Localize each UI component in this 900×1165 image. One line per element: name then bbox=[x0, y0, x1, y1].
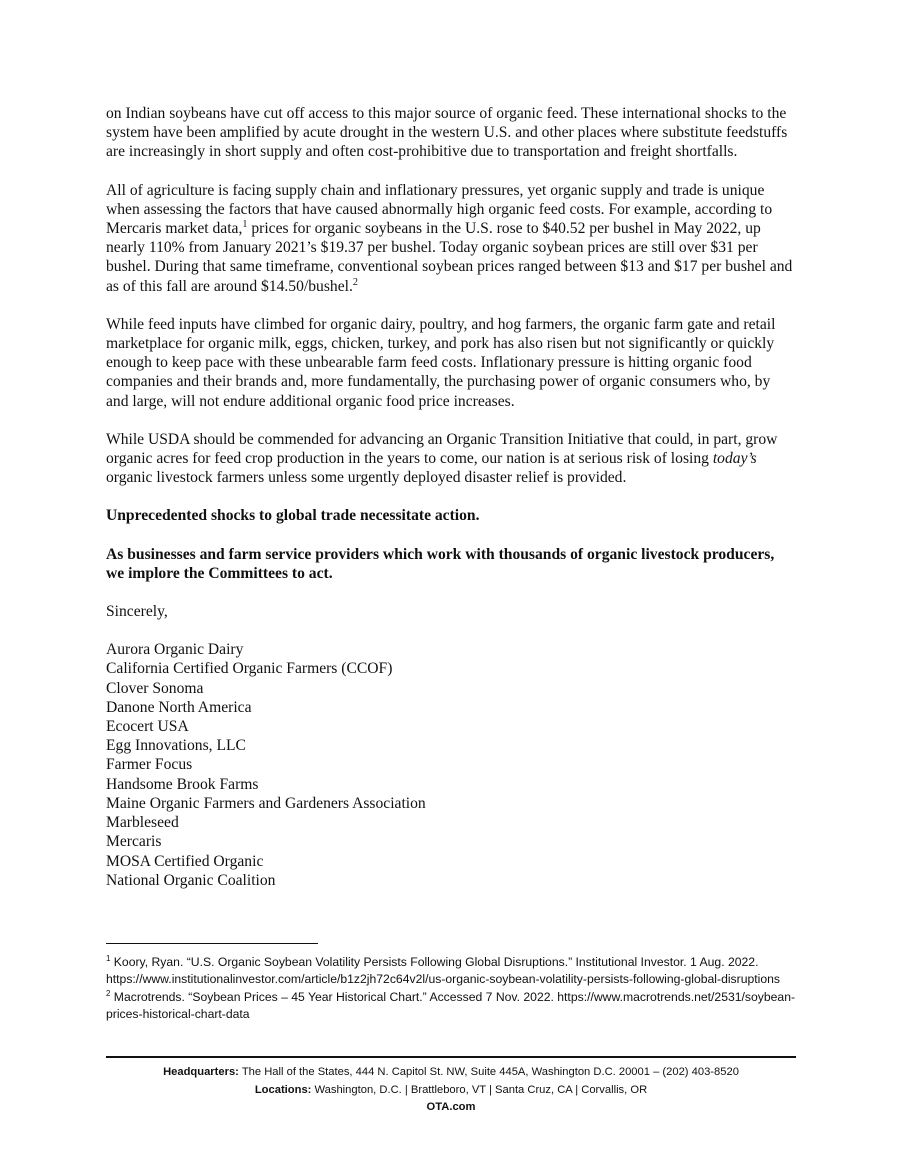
locations-list: Washington, D.C. | Brattleboro, VT | Santa Cruz, CA | Corvallis, OR bbox=[311, 1083, 648, 1096]
signer-list bbox=[106, 640, 796, 890]
signer-item: MOSA Certified Organic bbox=[106, 852, 264, 870]
footnote-divider bbox=[106, 943, 318, 944]
letter-body bbox=[106, 104, 796, 890]
signer-item: Danone North America bbox=[106, 698, 252, 716]
letterhead-footer bbox=[106, 1064, 796, 1117]
paragraph-inflation: While feed inputs have climbed for organic dairy, poultry, and hog farmers, the organic farm gate and retail marketplace for organic milk, eggs, chicken, turkey, and pork has also risen but not significantly or quickly enough to keep pace with these unbearable farm feed costs. Inflationary pressure is hitting organic food companies and their brands and, more fundamentally, the purchasing power of organic consumers who, by and large, will not endure additional organic food price increases. bbox=[106, 315, 776, 410]
locations-label: Locations: bbox=[254, 1083, 312, 1096]
locations-line bbox=[106, 1082, 796, 1100]
signer-item: Handsome Brook Farms bbox=[106, 775, 259, 793]
signer-item: Ecocert USA bbox=[106, 718, 189, 736]
signer-item: Marbleseed bbox=[106, 814, 179, 832]
footnotes bbox=[106, 954, 796, 1024]
footnote-1 bbox=[106, 954, 796, 989]
signer-item: Farmer Focus bbox=[106, 756, 193, 774]
website-text: OTA.com bbox=[426, 1101, 476, 1113]
footnote-number: 2 bbox=[106, 988, 111, 998]
headquarters-line bbox=[106, 1064, 796, 1082]
footnote-ref-1[interactable]: 1 bbox=[242, 218, 248, 230]
footnote-number: 1 bbox=[106, 953, 111, 963]
signer-item: National Organic Coalition bbox=[106, 871, 276, 889]
bold-statement-shocks: Unprecedented shocks to global trade necessitate action. bbox=[106, 507, 480, 525]
paragraph-text: prices for organic soybeans in the U.S. rose to $40.52 per bushel in May 2022, up nearly 110% from January 2021’s $19.37 per bushel. Today organic soybean prices are still over $31 per bushel. During that same timeframe, conventional soybean prices ranged between $13 and $17 per bushel and as of this fall are around $14.50/bushel. bbox=[106, 220, 793, 295]
emphasis-text: today’s bbox=[712, 450, 757, 468]
paragraph-soybean-prices bbox=[106, 181, 796, 296]
headquarters-address: The Hall of the States, 444 N. Capitol St. NW, Suite 445A, Washington D.C. 20001 – (202) 403-8520 bbox=[238, 1066, 739, 1078]
footnote-2 bbox=[106, 989, 796, 1024]
bold-statement-implore: As businesses and farm service providers which work with thousands of organic livestock producers, we implore the Committees to act. bbox=[106, 545, 775, 582]
footnote-text[interactable]: Koory, Ryan. “U.S. Organic Soybean Volatility Persists Following Global Disruptions.” Institutional Investor. 1 Aug. 2022. https://www.institutionalinvestor.com/article/b1z2jh72c64v2l/us-organic-soybean-volatility-persists-following-global-disruptions bbox=[106, 955, 781, 987]
signer-item: Egg Innovations, LLC bbox=[106, 737, 246, 755]
footer-divider bbox=[106, 1056, 796, 1058]
paragraph-feed-access: on Indian soybeans have cut off access to this major source of organic feed. These international shocks to the system have been amplified by acute drought in the western U.S. and other places where substitute feedstuffs are increasingly in short supply and often cost-prohibitive due to transportation and freight shortfalls. bbox=[106, 105, 788, 161]
paragraph-text: organic livestock farmers unless some urgently deployed disaster relief is provided. bbox=[106, 469, 627, 487]
signer-item: Aurora Organic Dairy bbox=[106, 641, 244, 659]
footnote-text[interactable]: Macrotrends. “Soybean Prices – 45 Year Historical Chart.” Accessed 7 Nov. 2022. https://www.macrotrends.net/2531/soybean-prices-historical-chart-data bbox=[106, 989, 796, 1022]
website-link[interactable] bbox=[106, 1099, 796, 1117]
signer-item: California Certified Organic Farmers (CCOF) bbox=[106, 660, 393, 678]
paragraph-text: All of agriculture is facing supply chain and inflationary pressures, yet organic supply and trade is unique when assessing the factors that have caused abnormally high organic feed costs. For example, according to Mercaris market data, bbox=[106, 181, 773, 238]
paragraph-text: While USDA should be commended for advancing an Organic Transition Initiative that could, in part, grow organic acres for feed crop production in the years to come, our nation is at serious risk of losing bbox=[106, 430, 778, 468]
paragraph-usda bbox=[106, 430, 796, 488]
closing-salutation: Sincerely, bbox=[106, 603, 168, 621]
signer-item: Mercaris bbox=[106, 833, 162, 851]
signer-item: Maine Organic Farmers and Gardeners Association bbox=[106, 794, 426, 812]
footnote-ref-2[interactable]: 2 bbox=[352, 276, 358, 288]
headquarters-label: Headquarters: bbox=[163, 1066, 239, 1078]
signer-item: Clover Sonoma bbox=[106, 679, 204, 697]
